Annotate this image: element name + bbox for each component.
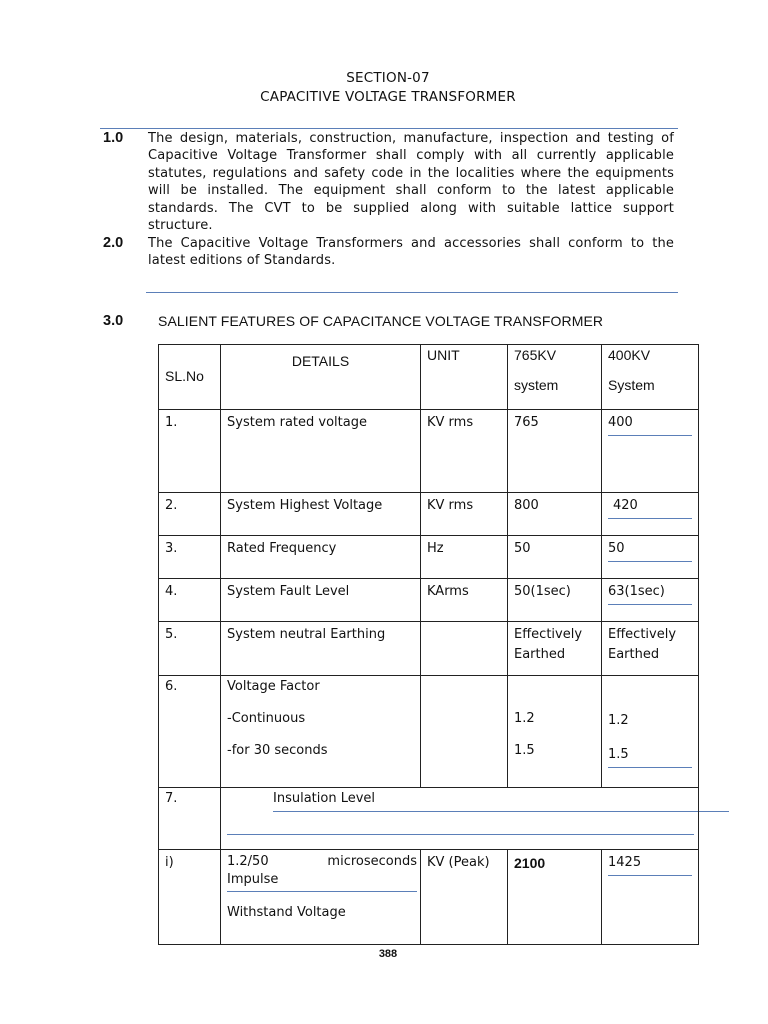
row-5-unit xyxy=(421,622,508,676)
row-4-unit: KArms xyxy=(421,579,508,622)
row-4-400kv: 63(1sec) xyxy=(602,579,699,622)
row-7-details: Insulation Level xyxy=(221,788,699,850)
row-2-765kv: 800 xyxy=(508,493,602,536)
row-6-unit xyxy=(421,676,508,788)
clause-2-text: The Capacitive Voltage Transformers and accessories shall conform to the latest editions of Standards. xyxy=(148,236,674,269)
header-rule xyxy=(100,128,678,129)
table-row xyxy=(159,622,699,676)
row-i-unit: KV (Peak) xyxy=(421,850,508,945)
header-details: DETAILS xyxy=(221,345,421,410)
table-row xyxy=(159,676,699,788)
row-6-details: Voltage Factor -Continuous -for 30 seconds xyxy=(221,676,421,788)
row-6-400kv: 1.2 1.5 xyxy=(602,676,699,788)
clause-2-number: 2.0 xyxy=(103,235,124,251)
document-title: CAPACITIVE VOLTAGE TRANSFORMER xyxy=(260,89,516,105)
row-3-unit: Hz xyxy=(421,536,508,579)
header-400kv: 400KV System xyxy=(602,345,699,410)
table-row xyxy=(159,579,699,622)
row-4-sl: 4. xyxy=(159,579,221,622)
row-3-sl: 3. xyxy=(159,536,221,579)
row-1-unit: KV rms xyxy=(421,410,508,493)
table-row xyxy=(159,410,699,493)
row-6-765kv: 1.2 1.5 xyxy=(508,676,602,788)
row-i-sl: i) xyxy=(159,850,221,945)
row-4-765kv: 50(1sec) xyxy=(508,579,602,622)
section-3-heading: SALIENT FEATURES OF CAPACITANCE VOLTAGE TRANSFORMER xyxy=(158,313,604,329)
header-slno: SL.No xyxy=(159,345,221,410)
page-number: 388 xyxy=(378,948,398,960)
row-2-sl: 2. xyxy=(159,493,221,536)
row-5-400kv: Effectively Earthed xyxy=(602,622,699,676)
section-3-number: 3.0 xyxy=(103,313,124,329)
row-2-details: System Highest Voltage xyxy=(221,493,421,536)
clause-rule xyxy=(146,292,678,293)
row-1-details: System rated voltage xyxy=(221,410,421,493)
row-1-sl: 1. xyxy=(159,410,221,493)
row-i-details: 1.2/50 microseconds Impulse Withstand Voltage xyxy=(221,850,421,945)
row-6-sl: 6. xyxy=(159,676,221,788)
row-5-details: System neutral Earthing xyxy=(221,622,421,676)
section-label: SECTION-07 xyxy=(346,70,430,86)
row-1-400kv: 400 xyxy=(602,410,699,493)
table-header-row xyxy=(159,345,699,410)
table-row xyxy=(159,536,699,579)
header-765kv: 765KV system xyxy=(508,345,602,410)
row-3-details: Rated Frequency xyxy=(221,536,421,579)
row-i-765kv: 2100 xyxy=(508,850,602,945)
row-5-sl: 5. xyxy=(159,622,221,676)
row-4-details: System Fault Level xyxy=(221,579,421,622)
row-7-sl: 7. xyxy=(159,788,221,850)
row-2-unit: KV rms xyxy=(421,493,508,536)
clause-1-number: 1.0 xyxy=(103,130,124,146)
table-row xyxy=(159,788,699,850)
clause-1-text: The design, materials, construction, manufacture, inspection and testing of Capacitive Voltage Transformer shall comply with all currently applicable statutes, regulations and safety code in the localities where the equipments will be installed. The equipment shall conform to the latest applicable standards. The CVT to be supplied along with suitable lattice support structure. xyxy=(148,131,674,234)
row-5-765kv: Effectively Earthed xyxy=(508,622,602,676)
row-2-400kv: 420 xyxy=(602,493,699,536)
row-7-rule xyxy=(227,834,694,835)
row-1-765kv: 765 xyxy=(508,410,602,493)
specification-table xyxy=(158,344,699,945)
row-i-400kv: 1425 xyxy=(602,850,699,945)
row-3-400kv: 50 xyxy=(602,536,699,579)
table-row xyxy=(159,850,699,945)
table-row xyxy=(159,493,699,536)
header-unit: UNIT xyxy=(421,345,508,410)
row-3-765kv: 50 xyxy=(508,536,602,579)
